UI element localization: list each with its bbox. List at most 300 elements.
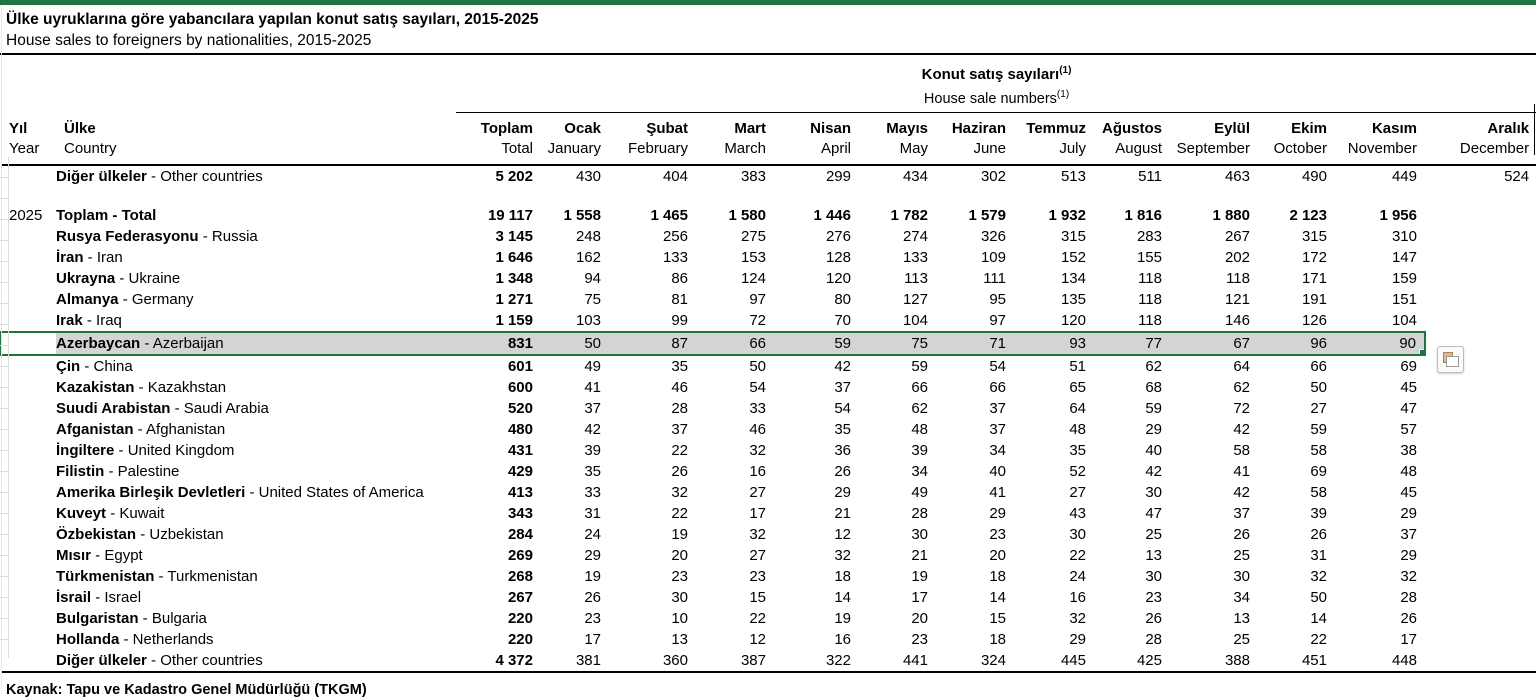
- value-cell[interactable]: 26: [1233, 525, 1250, 543]
- column-header-may[interactable]: Mayıs May: [859, 112, 936, 165]
- country-cell[interactable]: Almanya - Germany: [56, 290, 194, 308]
- country-cell[interactable]: Amerika Birleşik Devletleri - United States of America: [56, 483, 424, 501]
- value-cell[interactable]: 24: [1069, 567, 1086, 585]
- value-cell[interactable]: 26: [1400, 609, 1417, 627]
- value-cell[interactable]: 284: [507, 525, 533, 543]
- value-cell[interactable]: 133: [662, 248, 688, 266]
- value-cell[interactable]: 276: [825, 227, 851, 245]
- value-cell[interactable]: 191: [1301, 290, 1327, 308]
- value-cell[interactable]: 513: [1060, 167, 1086, 185]
- value-cell[interactable]: 118: [1226, 269, 1250, 287]
- value-cell[interactable]: 445: [1060, 651, 1086, 669]
- value-cell[interactable]: 43: [1069, 504, 1086, 522]
- year-cell[interactable]: [1, 419, 56, 440]
- value-cell[interactable]: [1425, 587, 1536, 608]
- country-cell[interactable]: Kazakistan - Kazakhstan: [56, 378, 227, 396]
- value-cell[interactable]: 45: [1400, 483, 1417, 501]
- value-cell[interactable]: 93: [1014, 332, 1094, 355]
- value-cell[interactable]: 52: [1069, 462, 1086, 480]
- value-cell[interactable]: 1 646: [495, 248, 533, 266]
- value-cell[interactable]: 135: [1060, 290, 1086, 308]
- country-cell[interactable]: Suudi Arabistan - Saudi Arabia: [56, 399, 269, 417]
- value-cell[interactable]: 256: [662, 227, 688, 245]
- value-cell[interactable]: 29: [989, 504, 1006, 522]
- value-cell[interactable]: 29: [1145, 420, 1162, 438]
- column-header-february[interactable]: Şubat February: [609, 112, 696, 165]
- year-cell[interactable]: [1, 461, 56, 482]
- value-cell[interactable]: 29: [1400, 546, 1417, 564]
- value-cell[interactable]: 1 558: [563, 206, 601, 224]
- value-cell[interactable]: 14: [989, 588, 1006, 606]
- value-cell[interactable]: 1 159: [495, 311, 533, 329]
- value-cell[interactable]: 26: [584, 588, 601, 606]
- value-cell[interactable]: 29: [1400, 504, 1417, 522]
- year-cell[interactable]: [1, 587, 56, 608]
- value-cell[interactable]: 1 271: [495, 290, 533, 308]
- value-cell[interactable]: 159: [1391, 269, 1417, 287]
- value-cell[interactable]: 104: [902, 311, 928, 329]
- value-cell[interactable]: 37: [989, 420, 1006, 438]
- year-cell[interactable]: [1, 440, 56, 461]
- value-cell[interactable]: 27: [1069, 483, 1086, 501]
- value-cell[interactable]: [1425, 419, 1536, 440]
- value-cell[interactable]: 152: [1060, 248, 1086, 266]
- value-cell[interactable]: [1425, 226, 1536, 247]
- value-cell[interactable]: 388: [1224, 651, 1250, 669]
- value-cell[interactable]: 46: [749, 420, 766, 438]
- value-cell[interactable]: 111: [983, 269, 1006, 287]
- value-cell[interactable]: 42: [584, 420, 601, 438]
- value-cell[interactable]: 121: [1224, 290, 1250, 308]
- value-cell[interactable]: 109: [980, 248, 1006, 266]
- value-cell[interactable]: 17: [1400, 630, 1417, 648]
- value-cell[interactable]: 310: [1391, 227, 1417, 245]
- value-cell[interactable]: 36: [834, 441, 851, 459]
- year-cell[interactable]: [1, 545, 56, 566]
- column-header-total[interactable]: Toplam Total: [456, 112, 541, 165]
- value-cell[interactable]: 59: [1310, 420, 1327, 438]
- value-cell[interactable]: 48: [911, 420, 928, 438]
- value-cell[interactable]: 69: [1310, 462, 1327, 480]
- country-cell[interactable]: Toplam - Total: [56, 206, 157, 224]
- value-cell[interactable]: 27: [1310, 399, 1327, 417]
- value-cell[interactable]: 67: [1170, 332, 1258, 355]
- value-cell[interactable]: 15: [749, 588, 766, 606]
- value-cell[interactable]: 45: [1400, 378, 1417, 396]
- year-cell[interactable]: [1, 165, 56, 187]
- value-cell[interactable]: 50: [749, 357, 766, 375]
- value-cell[interactable]: 16: [749, 462, 766, 480]
- value-cell[interactable]: 72: [1233, 399, 1250, 417]
- value-cell[interactable]: [1425, 205, 1536, 226]
- value-cell[interactable]: 87: [609, 332, 696, 355]
- value-cell[interactable]: 32: [834, 546, 851, 564]
- value-cell[interactable]: 1 932: [1048, 206, 1086, 224]
- value-cell[interactable]: 35: [671, 357, 688, 375]
- value-cell[interactable]: 104: [1391, 311, 1417, 329]
- value-cell[interactable]: 42: [1145, 462, 1162, 480]
- value-cell[interactable]: 118: [1138, 311, 1162, 329]
- value-cell[interactable]: 28: [671, 399, 688, 417]
- value-cell[interactable]: 425: [1136, 651, 1162, 669]
- value-cell[interactable]: 162: [575, 248, 601, 266]
- value-cell[interactable]: 97: [989, 311, 1006, 329]
- value-cell[interactable]: 27: [749, 546, 766, 564]
- value-cell[interactable]: 32: [1310, 567, 1327, 585]
- value-cell[interactable]: 37: [584, 399, 601, 417]
- column-header-january[interactable]: Ocak January: [541, 112, 609, 165]
- value-cell[interactable]: 30: [1145, 483, 1162, 501]
- value-cell[interactable]: 15: [989, 609, 1006, 627]
- year-cell[interactable]: [1, 247, 56, 268]
- value-cell[interactable]: 113: [904, 269, 928, 287]
- value-cell[interactable]: 33: [749, 399, 766, 417]
- value-cell[interactable]: 429: [507, 462, 533, 480]
- value-cell[interactable]: 68: [1145, 378, 1162, 396]
- value-cell[interactable]: 13: [1233, 609, 1250, 627]
- value-cell[interactable]: 22: [671, 504, 688, 522]
- value-cell[interactable]: 10: [671, 609, 688, 627]
- value-cell[interactable]: 360: [662, 651, 688, 669]
- year-cell[interactable]: [1, 398, 56, 419]
- value-cell[interactable]: 26: [834, 462, 851, 480]
- value-cell[interactable]: 22: [1310, 630, 1327, 648]
- value-cell[interactable]: 146: [1224, 311, 1250, 329]
- value-cell[interactable]: 66: [989, 378, 1006, 396]
- year-cell[interactable]: [1, 503, 56, 524]
- value-cell[interactable]: 35: [584, 462, 601, 480]
- value-cell[interactable]: 41: [584, 378, 601, 396]
- value-cell[interactable]: 50: [541, 332, 609, 355]
- value-cell[interactable]: 3 145: [495, 227, 533, 245]
- value-cell[interactable]: 75: [859, 332, 936, 355]
- value-cell[interactable]: 448: [1391, 651, 1417, 669]
- value-cell[interactable]: [1425, 545, 1536, 566]
- value-cell[interactable]: 86: [671, 269, 688, 287]
- value-cell[interactable]: 26: [1310, 525, 1327, 543]
- value-cell[interactable]: 383: [740, 167, 766, 185]
- value-cell[interactable]: 41: [989, 483, 1006, 501]
- value-cell[interactable]: 39: [584, 441, 601, 459]
- value-cell[interactable]: 59: [1145, 399, 1162, 417]
- value-cell[interactable]: 64: [1069, 399, 1086, 417]
- value-cell[interactable]: 124: [740, 269, 766, 287]
- year-cell[interactable]: [1, 629, 56, 650]
- value-cell[interactable]: 520: [507, 399, 533, 417]
- value-cell[interactable]: 220: [507, 630, 533, 648]
- value-cell[interactable]: 147: [1391, 248, 1417, 266]
- value-cell[interactable]: 1 465: [650, 206, 688, 224]
- value-cell[interactable]: 17: [749, 504, 766, 522]
- country-cell[interactable]: Türkmenistan - Turkmenistan: [56, 567, 258, 585]
- value-cell[interactable]: 19: [584, 567, 601, 585]
- value-cell[interactable]: 21: [911, 546, 928, 564]
- value-cell[interactable]: [1425, 566, 1536, 587]
- value-cell[interactable]: 34: [1233, 588, 1250, 606]
- country-cell[interactable]: Bulgaristan - Bulgaria: [56, 609, 207, 627]
- value-cell[interactable]: 23: [671, 567, 688, 585]
- value-cell[interactable]: 18: [989, 567, 1006, 585]
- value-cell[interactable]: 120: [1060, 311, 1086, 329]
- fill-handle[interactable]: [1419, 349, 1425, 355]
- year-cell[interactable]: [1, 650, 56, 672]
- value-cell[interactable]: 151: [1391, 290, 1417, 308]
- value-cell[interactable]: 29: [834, 483, 851, 501]
- value-cell[interactable]: 1 816: [1124, 206, 1162, 224]
- value-cell[interactable]: 25: [1233, 546, 1250, 564]
- country-cell[interactable]: Mısır - Egypt: [56, 546, 143, 564]
- value-cell[interactable]: [1425, 461, 1536, 482]
- value-cell[interactable]: 600: [507, 378, 533, 396]
- column-header-april[interactable]: Nisan April: [774, 112, 859, 165]
- value-cell[interactable]: 23: [1145, 588, 1162, 606]
- value-cell[interactable]: 31: [584, 504, 601, 522]
- paste-options-button[interactable]: [1437, 346, 1464, 373]
- value-cell[interactable]: 19 117: [487, 206, 533, 224]
- value-cell[interactable]: 2 123: [1289, 206, 1327, 224]
- value-cell[interactable]: 13: [671, 630, 688, 648]
- value-cell[interactable]: 54: [989, 357, 1006, 375]
- value-cell[interactable]: 25: [1233, 630, 1250, 648]
- value-cell[interactable]: 50: [1310, 588, 1327, 606]
- country-cell[interactable]: Diğer ülkeler - Other countries: [56, 167, 263, 185]
- value-cell[interactable]: 28: [1145, 630, 1162, 648]
- column-header-july[interactable]: Temmuz July: [1014, 112, 1094, 165]
- value-cell[interactable]: 30: [911, 525, 928, 543]
- value-cell[interactable]: [1425, 289, 1536, 310]
- value-cell[interactable]: 269: [507, 546, 533, 564]
- year-cell[interactable]: [1, 226, 56, 247]
- value-cell[interactable]: 127: [902, 290, 928, 308]
- value-cell[interactable]: 51: [1069, 357, 1086, 375]
- value-cell[interactable]: 17: [584, 630, 601, 648]
- value-cell[interactable]: 490: [1301, 167, 1327, 185]
- value-cell[interactable]: 42: [1233, 483, 1250, 501]
- value-cell[interactable]: [1425, 503, 1536, 524]
- value-cell[interactable]: 70: [834, 311, 851, 329]
- value-cell[interactable]: 37: [671, 420, 688, 438]
- country-cell[interactable]: Rusya Federasyonu - Russia: [56, 227, 258, 245]
- value-cell[interactable]: 118: [1138, 269, 1162, 287]
- value-cell[interactable]: 315: [1060, 227, 1086, 245]
- year-cell[interactable]: [1, 268, 56, 289]
- value-cell[interactable]: 831: [456, 332, 541, 355]
- country-cell[interactable]: Filistin - Palestine: [56, 462, 180, 480]
- value-cell[interactable]: 71: [936, 332, 1014, 355]
- value-cell[interactable]: 80: [834, 290, 851, 308]
- value-cell[interactable]: 128: [825, 248, 851, 266]
- country-cell[interactable]: İran - Iran: [56, 248, 123, 266]
- value-cell[interactable]: 39: [1310, 504, 1327, 522]
- value-cell[interactable]: 14: [834, 588, 851, 606]
- value-cell[interactable]: 59: [774, 332, 859, 355]
- country-cell[interactable]: Özbekistan - Uzbekistan: [56, 525, 224, 543]
- value-cell[interactable]: 81: [671, 290, 688, 308]
- value-cell[interactable]: 26: [671, 462, 688, 480]
- value-cell[interactable]: 267: [507, 588, 533, 606]
- value-cell[interactable]: 19: [671, 525, 688, 543]
- value-cell[interactable]: 58: [1310, 441, 1327, 459]
- value-cell[interactable]: 99: [671, 311, 688, 329]
- value-cell[interactable]: [1425, 268, 1536, 289]
- value-cell[interactable]: 480: [507, 420, 533, 438]
- year-cell[interactable]: [1, 608, 56, 629]
- value-cell[interactable]: 343: [507, 504, 533, 522]
- value-cell[interactable]: 134: [1060, 269, 1086, 287]
- country-cell[interactable]: Diğer ülkeler - Other countries: [56, 651, 263, 669]
- value-cell[interactable]: 72: [749, 311, 766, 329]
- value-cell[interactable]: 302: [980, 167, 1006, 185]
- value-cell[interactable]: 274: [902, 227, 928, 245]
- column-header-september[interactable]: Eylül September: [1170, 112, 1258, 165]
- value-cell[interactable]: [1425, 629, 1536, 650]
- year-cell[interactable]: [1, 566, 56, 587]
- year-cell[interactable]: [1, 377, 56, 398]
- value-cell[interactable]: [1425, 310, 1536, 332]
- value-cell[interactable]: 267: [1224, 227, 1250, 245]
- value-cell[interactable]: 23: [911, 630, 928, 648]
- value-cell[interactable]: 30: [1145, 567, 1162, 585]
- value-cell[interactable]: 387: [740, 651, 766, 669]
- column-header-october[interactable]: Ekim October: [1258, 112, 1335, 165]
- value-cell[interactable]: 20: [671, 546, 688, 564]
- value-cell[interactable]: 133: [902, 248, 928, 266]
- value-cell[interactable]: 33: [584, 483, 601, 501]
- value-cell[interactable]: 524: [1504, 167, 1530, 185]
- value-cell[interactable]: 58: [1310, 483, 1327, 501]
- value-cell[interactable]: 30: [1069, 525, 1086, 543]
- value-cell[interactable]: 18: [989, 630, 1006, 648]
- value-cell[interactable]: 32: [671, 483, 688, 501]
- value-cell[interactable]: 22: [1069, 546, 1086, 564]
- value-cell[interactable]: 41: [1233, 462, 1250, 480]
- column-header-march[interactable]: Mart March: [696, 112, 774, 165]
- value-cell[interactable]: [1425, 398, 1536, 419]
- year-cell[interactable]: [1, 332, 56, 355]
- value-cell[interactable]: 23: [584, 609, 601, 627]
- country-cell[interactable]: Kuveyt - Kuwait: [56, 504, 165, 522]
- value-cell[interactable]: 1 782: [890, 206, 928, 224]
- value-cell[interactable]: [1425, 377, 1536, 398]
- value-cell[interactable]: 601: [507, 357, 533, 375]
- value-cell[interactable]: 171: [1301, 269, 1327, 287]
- value-cell[interactable]: 46: [671, 378, 688, 396]
- value-cell[interactable]: 118: [1138, 290, 1162, 308]
- value-cell[interactable]: 18: [834, 567, 851, 585]
- value-cell[interactable]: 1 348: [495, 269, 533, 287]
- value-cell[interactable]: 126: [1301, 311, 1327, 329]
- value-cell[interactable]: 32: [749, 525, 766, 543]
- value-cell[interactable]: 14: [1310, 609, 1327, 627]
- year-cell[interactable]: [1, 310, 56, 332]
- value-cell[interactable]: 95: [989, 290, 1006, 308]
- value-cell[interactable]: 13: [1145, 546, 1162, 564]
- value-cell[interactable]: 20: [911, 609, 928, 627]
- country-cell[interactable]: Afganistan - Afghanistan: [56, 420, 226, 438]
- value-cell[interactable]: 39: [911, 441, 928, 459]
- value-cell[interactable]: 42: [1233, 420, 1250, 438]
- value-cell[interactable]: [1425, 247, 1536, 268]
- value-cell[interactable]: 48: [1400, 462, 1417, 480]
- value-cell[interactable]: 511: [1138, 167, 1162, 185]
- value-cell[interactable]: 4 372: [495, 651, 533, 669]
- value-cell[interactable]: 275: [740, 227, 766, 245]
- value-cell[interactable]: 268: [507, 567, 533, 585]
- value-cell[interactable]: 220: [507, 609, 533, 627]
- value-cell[interactable]: 28: [1400, 588, 1417, 606]
- value-cell[interactable]: 21: [834, 504, 851, 522]
- value-cell[interactable]: 34: [911, 462, 928, 480]
- value-cell[interactable]: 29: [584, 546, 601, 564]
- column-header-november[interactable]: Kasım November: [1335, 112, 1425, 165]
- value-cell[interactable]: 29: [1069, 630, 1086, 648]
- value-cell[interactable]: 24: [584, 525, 601, 543]
- column-header-country[interactable]: Ülke Country: [56, 112, 456, 165]
- value-cell[interactable]: 155: [1136, 248, 1162, 266]
- value-cell[interactable]: 1 446: [813, 206, 851, 224]
- year-cell[interactable]: [1, 355, 56, 377]
- value-cell[interactable]: 26: [1145, 609, 1162, 627]
- value-cell[interactable]: 404: [662, 167, 688, 185]
- value-cell[interactable]: 64: [1233, 357, 1250, 375]
- value-cell[interactable]: 38: [1400, 441, 1417, 459]
- value-cell[interactable]: 58: [1233, 441, 1250, 459]
- value-cell[interactable]: 96: [1258, 332, 1335, 355]
- value-cell[interactable]: 20: [989, 546, 1006, 564]
- column-header-june[interactable]: Haziran June: [936, 112, 1014, 165]
- value-cell[interactable]: 16: [1069, 588, 1086, 606]
- value-cell[interactable]: 32: [749, 441, 766, 459]
- year-cell[interactable]: [1, 482, 56, 503]
- value-cell[interactable]: 62: [1233, 378, 1250, 396]
- value-cell[interactable]: 315: [1301, 227, 1327, 245]
- column-header-year[interactable]: Yıl Year: [1, 112, 56, 165]
- value-cell[interactable]: [1425, 440, 1536, 461]
- value-cell[interactable]: 431: [507, 441, 533, 459]
- value-cell[interactable]: 66: [911, 378, 928, 396]
- value-cell[interactable]: 381: [575, 651, 601, 669]
- value-cell[interactable]: 35: [834, 420, 851, 438]
- country-cell[interactable]: Azerbaycan - Azerbaijan: [56, 332, 456, 355]
- value-cell[interactable]: 30: [671, 588, 688, 606]
- value-cell[interactable]: 54: [834, 399, 851, 417]
- value-cell[interactable]: 48: [1069, 420, 1086, 438]
- country-cell[interactable]: Hollanda - Netherlands: [56, 630, 214, 648]
- country-cell[interactable]: Ukrayna - Ukraine: [56, 269, 181, 287]
- value-cell[interactable]: 62: [1145, 357, 1162, 375]
- value-cell[interactable]: 22: [749, 609, 766, 627]
- value-cell[interactable]: 5 202: [495, 167, 533, 185]
- value-cell[interactable]: 1 579: [968, 206, 1006, 224]
- value-cell[interactable]: [1425, 650, 1536, 672]
- value-cell[interactable]: 59: [911, 357, 928, 375]
- value-cell[interactable]: 62: [911, 399, 928, 417]
- value-cell[interactable]: 12: [834, 525, 851, 543]
- value-cell[interactable]: 47: [1400, 399, 1417, 417]
- value-cell[interactable]: 324: [980, 651, 1006, 669]
- value-cell[interactable]: 49: [911, 483, 928, 501]
- value-cell[interactable]: 47: [1145, 504, 1162, 522]
- column-header-august[interactable]: Ağustos August: [1094, 112, 1170, 165]
- value-cell[interactable]: [1425, 482, 1536, 503]
- country-cell[interactable]: Çin - China: [56, 357, 133, 375]
- value-cell[interactable]: 16: [834, 630, 851, 648]
- value-cell[interactable]: 40: [1145, 441, 1162, 459]
- value-cell[interactable]: 322: [825, 651, 851, 669]
- value-cell[interactable]: 1 880: [1212, 206, 1250, 224]
- value-cell[interactable]: 50: [1310, 378, 1327, 396]
- value-cell[interactable]: 451: [1301, 651, 1327, 669]
